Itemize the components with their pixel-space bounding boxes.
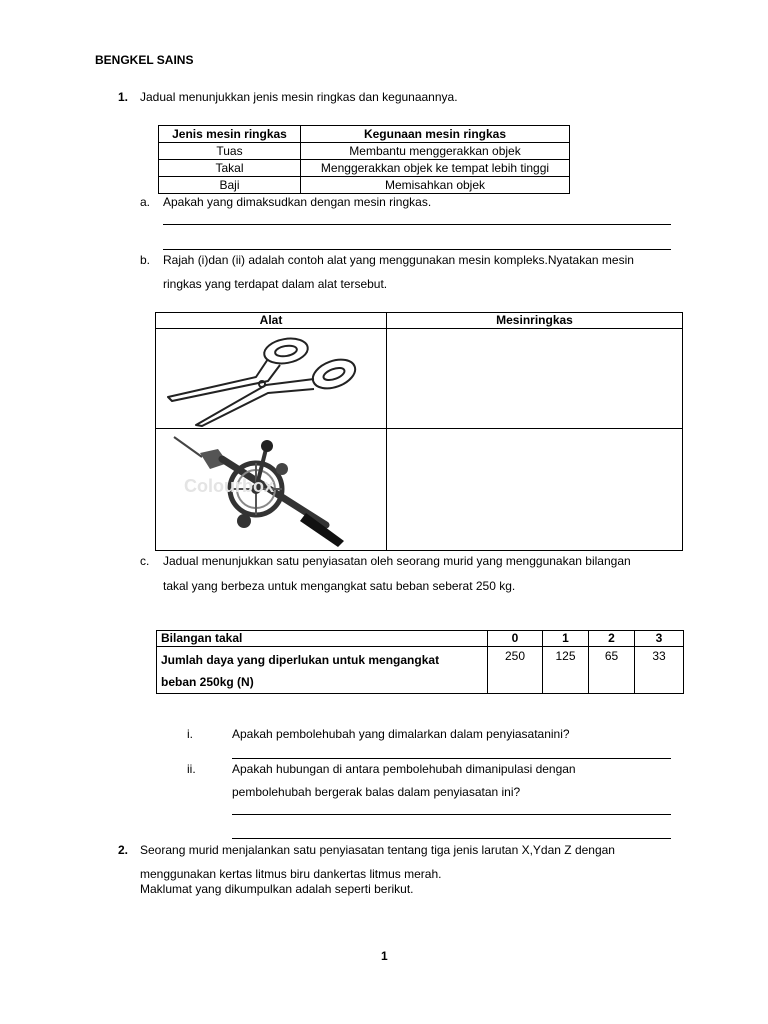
q1-text: Jadual menunjukkan jenis mesin ringkas dan kegunaannya. (140, 90, 458, 104)
answer-line (232, 838, 671, 839)
q1c-text-line1: Jadual menunjukkan satu penyiasatan oleh seorang murid yang menggunakan bilangan (163, 554, 631, 568)
table-row (156, 429, 683, 551)
q1cii-label: ii. (187, 762, 196, 776)
q2-text-line1: Seorang murid menjalankan satu penyiasatan tentang tiga jenis larutan X,Ydan Z dengan (140, 843, 615, 857)
q1a-label: a. (140, 195, 151, 209)
tool-table (155, 312, 683, 551)
row-label-line2: beban 250kg (N) (161, 675, 254, 689)
table-row (157, 631, 684, 647)
table-header-row (156, 313, 683, 329)
table-cell: 3 (635, 631, 684, 647)
answer-line (232, 758, 671, 759)
table-row (157, 647, 684, 694)
table-cell: Tuas (159, 143, 301, 160)
table-cell: 65 (589, 647, 635, 694)
q1c-label: c. (140, 554, 150, 568)
table-cell: 125 (543, 647, 589, 694)
q1cii-text-line2: pembolehubah bergerak balas dalam penyiasatan ini? (232, 785, 521, 799)
scissors-cell (156, 329, 387, 429)
table-cell: Menggerakkan objek ke tempat lebih tinggi (301, 160, 570, 177)
watermark: Colourbox (184, 476, 274, 496)
q2-text-line2: menggunakan kertas litmus biru dankertas litmus merah. (140, 867, 442, 881)
table-row (159, 160, 570, 177)
q1a-text: Apakah yang dimaksudkan dengan mesin ringkas. (163, 195, 432, 209)
table-cell: Membantu menggerakkan objek (301, 143, 570, 160)
table-cell: 0 (488, 631, 543, 647)
q1b-label: b. (140, 253, 151, 267)
answer-cell[interactable] (387, 429, 683, 551)
q2-text-line3: Maklumat yang dikumpulkan adalah seperti berikut. (140, 882, 414, 896)
table-cell: 250 (488, 647, 543, 694)
q1ci-text: Apakah pembolehubah yang dimalarkan dalam penyiasatanini? (232, 727, 570, 741)
document-title: BENGKEL SAINS (95, 53, 194, 67)
table-header-cell: Alat (156, 313, 387, 329)
q1ci-label: i. (187, 727, 193, 741)
answer-line (163, 249, 671, 250)
table-row (159, 177, 570, 194)
scissors-icon (156, 329, 378, 428)
table-row (159, 143, 570, 160)
table-header-cell: Mesinringkas (387, 313, 683, 329)
table-cell: Takal (159, 160, 301, 177)
q1-number: 1. (118, 90, 129, 104)
table-cell: Memisahkan objek (301, 177, 570, 194)
table-row (156, 329, 683, 429)
drill-cell (156, 429, 387, 551)
q1c-text-line2: takal yang berbeza untuk mengangkat satu beban seberat 250 kg. (163, 579, 516, 593)
answer-line (232, 814, 671, 815)
table-cell: 1 (543, 631, 589, 647)
q1b-text-line2: ringkas yang terdapat dalam alat tersebut. (163, 277, 388, 291)
answer-line (163, 224, 671, 225)
row-label (157, 647, 488, 694)
table-cell: Baji (159, 177, 301, 194)
table-cell: 33 (635, 647, 684, 694)
q1cii-text-line1: Apakah hubungan di antara pembolehubah dimanipulasi dengan (232, 762, 576, 776)
q2-number: 2. (118, 843, 129, 857)
q1b-text-line1: Rajah (i)dan (ii) adalah contoh alat yang menggunakan mesin kompleks.Nyatakan mesin (163, 253, 634, 267)
simple-machine-table (158, 125, 570, 194)
table-cell: 2 (589, 631, 635, 647)
table-header-cell: Kegunaan mesin ringkas (301, 126, 570, 143)
row-label: Bilangan takal (157, 631, 488, 647)
answer-cell[interactable] (387, 329, 683, 429)
page-number: 1 (381, 949, 388, 963)
pulley-table (156, 630, 684, 694)
row-label-line1: Jumlah daya yang diperlukan untuk mengangkat (161, 653, 440, 667)
table-header-row (159, 126, 570, 143)
table-header-cell: Jenis mesin ringkas (159, 126, 301, 143)
